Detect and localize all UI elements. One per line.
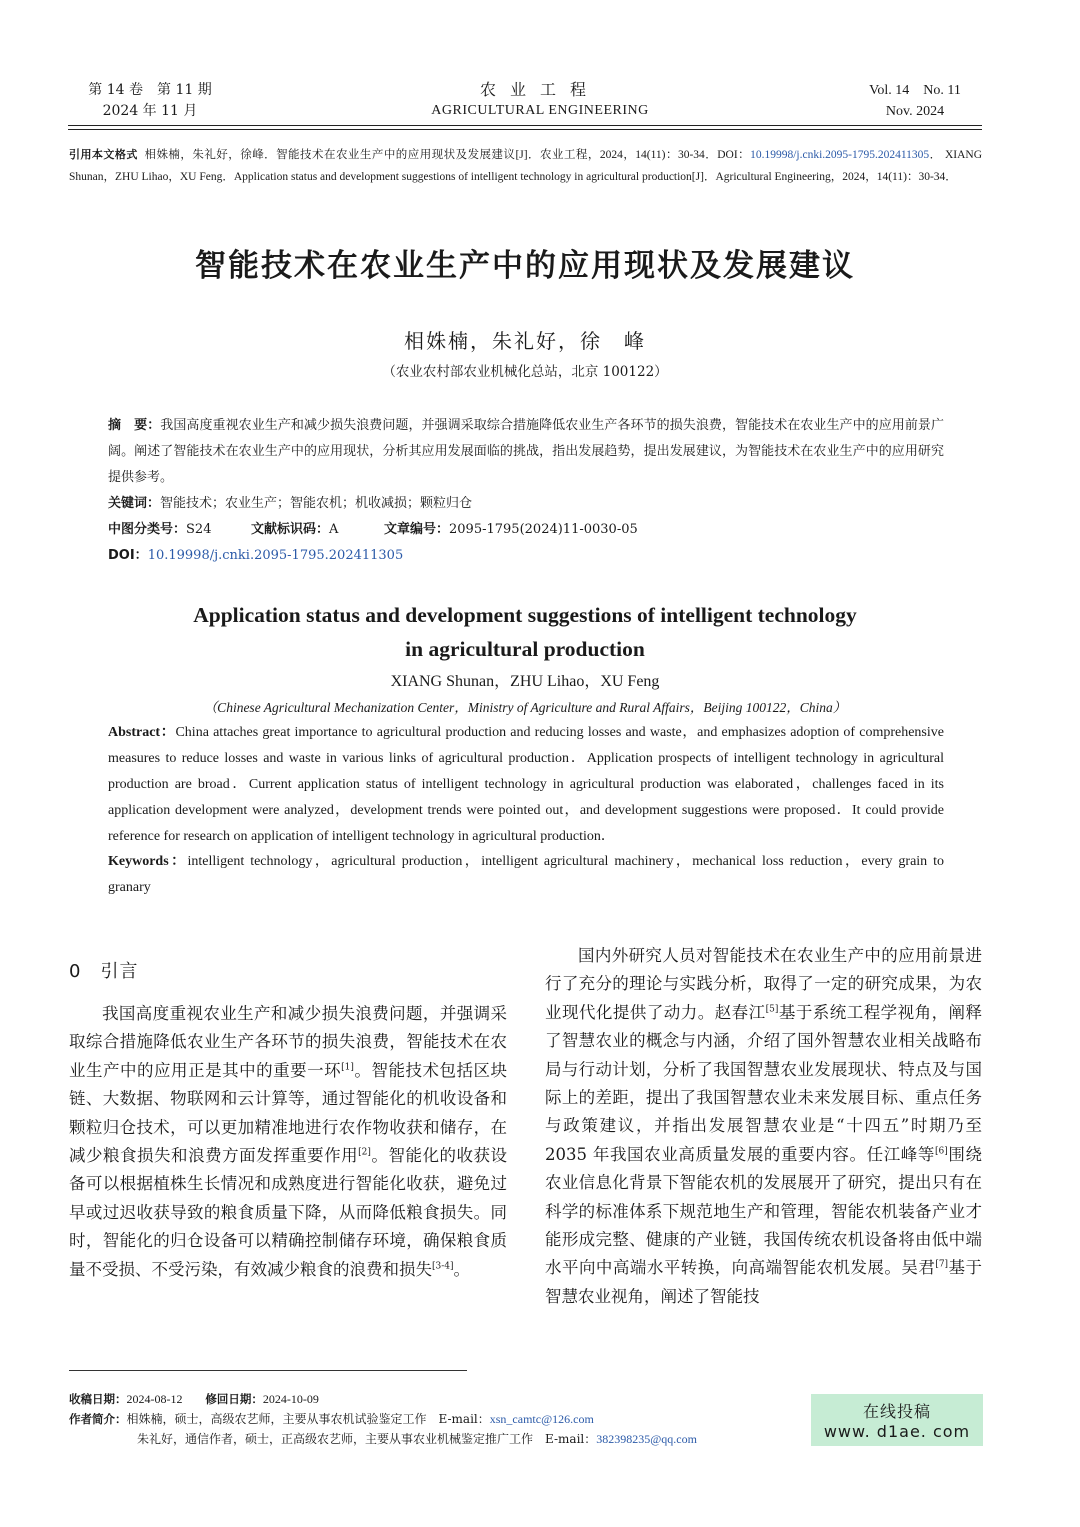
clc-value: S24: [186, 522, 212, 537]
header-volume-en: [840, 80, 990, 122]
date-cn: 2024 年 11 月: [102, 103, 198, 119]
keywords-en: [108, 849, 944, 901]
body-column-left: [69, 1000, 507, 1284]
abstract-en: [108, 720, 944, 850]
doi-line: [108, 543, 944, 569]
reference-marker[interactable]: [5]: [765, 1004, 779, 1015]
header-rule-thin: [68, 129, 982, 130]
footnote-rule: [69, 1370, 467, 1371]
body-left-text-1: 我国高度重视农业生产和减少损失浪费问题，并强调采取综合措施降低农业生产各环节的损失浪费，智能技术在农业生产中的应用正是其中的重要一环: [69, 1004, 507, 1080]
paper-title-en: [100, 598, 950, 666]
reference-marker[interactable]: [2]: [358, 1147, 371, 1158]
received-date: 2024-08-12: [126, 1392, 183, 1406]
journal-name-cn: 农业工程: [479, 80, 600, 99]
body-left-text-2: 。智能技术包括区块链、大数据、物联网和云计算等，通过智能化的机收设备和颗粒归仓技术，可以更加精准地进行农作物收获和储存，在减少粮食损失和浪费方面发挥重要作用: [69, 1060, 508, 1166]
author2-info: 朱礼好，通信作者，硕士，正高级农艺师，主要从事农业机械鉴定推广工作 E-mail：: [137, 1432, 597, 1446]
abstract-cn: [108, 413, 944, 491]
revised-date: 2024-10-09: [262, 1392, 319, 1406]
body-paragraph: [69, 1000, 507, 1284]
body-right-text-3: 围绕农业信息化背景下智能农机的发展展开了研究，提出只有在科学的标准体系下规范地生产和管理，智能农机装备产业才能形成完整、健康的产业链，我国传统农机设备将由低中端水平向中高端水平转换，向高端智能农机发展。吴君: [545, 1144, 982, 1278]
body-right-text-1: 国内外研究人员对智能技术在农业生产中的应用前景进行了充分的理论与实践分析，取得了一定的研究成果，为农业现代化提供了动力。赵春江: [545, 946, 982, 1022]
author2-email[interactable]: 382398235@qq.com: [596, 1432, 697, 1446]
paper-title-en-line2: in agricultural production: [405, 637, 645, 661]
body-paragraph: [545, 942, 982, 1311]
doi-label: DOI：: [108, 548, 148, 563]
reference-marker[interactable]: [7]: [935, 1259, 949, 1270]
reference-marker[interactable]: [3-4]: [432, 1261, 454, 1272]
body-right-text-2: 基于系统工程学视角，阐释了智慧农业的概念与内涵，介绍了国外智慧农业相关战略布局与行动计划，分析了我国智慧农业发展现状、特点及与国际上的差距，提出了我国智慧农业未来发展目标、重点任务与政策建议，并指出发展智慧农业是“十四五”时期乃至 2035 年我国农业高质量发展的重要内容。任江峰等: [545, 1002, 983, 1164]
volume-issue-cn: 第 14 卷 第 11 期: [88, 82, 212, 98]
paper-title-en-line1: Application status and development suggestions of intelligent technology: [193, 603, 857, 627]
abstract-cn-text: 我国高度重视农业生产和减少损失浪费问题，并强调采取综合措施降低农业生产各环节的损失浪费，智能技术在农业生产中的应用前景广阔。阐述了智能技术在农业生产中的应用现状，分析其应用发展面临的挑战，指出发展趋势，提出发展建议，为智能技术在农业生产中的应用研究提供参考。: [108, 418, 944, 485]
header-rule-thick: [68, 125, 982, 126]
section-heading-introduction: 0 引言: [69, 961, 139, 982]
keywords-cn-text: 智能技术；农业生产；智能农机；机收减损；颗粒归仓: [160, 496, 473, 511]
received-label: 收稿日期：: [69, 1392, 127, 1406]
author1-email[interactable]: xsn_camtc@126.com: [489, 1412, 594, 1426]
doc-code-value: A: [329, 522, 339, 537]
volume-issue-en: Vol. 14 No. 11: [869, 83, 961, 98]
online-submission-box[interactable]: [811, 1394, 983, 1446]
revised-label: 修回日期：: [205, 1392, 263, 1406]
journal-name: [340, 79, 740, 121]
footnote-dates: [69, 1389, 809, 1409]
online-submission-url[interactable]: www. d1ae. com: [823, 1422, 971, 1441]
affiliation-cn: （农业农村部农业机械化总站，北京 100122）: [382, 364, 668, 380]
article-number-value: 2095-1795(2024)11-0030-05: [449, 522, 638, 537]
citation-label: 引用本文格式: [69, 148, 138, 161]
citation-doi-link[interactable]: 10.19998/j.cnki.2095-1795.202411305: [750, 149, 930, 161]
authors-en: XIANG Shunan，ZHU Lihao，XU Feng: [390, 673, 660, 690]
keywords-en-text: intelligent technology，agricultural production，intelligent agricultural machinery，mechanical loss reduction，every grain to granary: [108, 854, 944, 895]
abstract-cn-label: 摘 要：: [108, 418, 161, 433]
keywords-cn-label: 关键词：: [108, 496, 161, 511]
keywords-cn: [108, 491, 944, 517]
doi-link[interactable]: 10.19998/j.cnki.2095-1795.202411305: [147, 548, 404, 563]
reference-marker[interactable]: [1]: [341, 1062, 354, 1073]
author1-info: 相姝楠，硕士，高级农艺师，主要从事农机试验鉴定工作 E-mail：: [126, 1412, 490, 1426]
header-volume-cn: [70, 80, 230, 122]
footnote: [69, 1389, 809, 1449]
citation-block: [69, 144, 982, 188]
paper-title-cn: 智能技术在农业生产中的应用现状及发展建议: [195, 248, 855, 284]
abstract-en-text: China attaches great importance to agricultural production and reducing losses and waste，and emphasizes adoption of comprehensive measures to reduce losses and waste in various links of agricultural production．Application prospects of intelligent technology in agricultural production are broad．Current application status of intelligent technology in agricultural production was elaborated，challenges faced in its application development were analyzed，development trends were pointed out，and development suggestions were proposed．It could provide reference for research on application of intelligent technology in agricultural production．: [108, 725, 944, 844]
reference-marker[interactable]: [6]: [935, 1146, 948, 1157]
citation-text-cn: 相姝楠，朱礼好，徐峰．智能技术在农业生产中的应用现状及发展建议[J]．农业工程，2024，14(11)：30-34．DOI：: [144, 149, 751, 161]
clc-label: 中图分类号：: [108, 522, 187, 537]
authors-cn: 相姝楠，朱礼好，徐 峰: [404, 329, 646, 353]
abstract-en-label: Abstract：: [108, 725, 176, 740]
body-left-text-3: 。智能化的收获设备可以根据植株生长情况和成熟度进行智能化收获，避免过早或过迟收获导致的粮食质量下降，从而降低粮食损失。同时，智能化的归仓设备可以精确控制储存环境，确保粮食质量不受损、不受污染，有效减少粮食的浪费和损失: [69, 1146, 508, 1279]
citation-text-en: ． XIANG Shunan，ZHU Lihao，XU Feng．Application status and development suggestions of intelligent technology in agricultural production[J]．Agricultural Engineering，2024，14(11)：30-34．: [69, 149, 983, 183]
body-column-right: [545, 942, 982, 1311]
body-right-text-4: 基于智慧农业视角，阐述了智能技: [545, 1258, 983, 1306]
date-en: Nov. 2024: [885, 104, 945, 119]
footnote-author1: [69, 1409, 809, 1429]
online-submission-label: 在线投稿: [862, 1402, 931, 1421]
article-number-label: 文章编号：: [384, 522, 450, 537]
keywords-en-label: Keywords：: [108, 854, 188, 869]
classification-line: [108, 517, 944, 543]
affiliation-en: （Chinese Agricultural Mechanization Center，Ministry of Agriculture and Rural Affairs，Beijing 100122，China）: [203, 700, 847, 715]
body-left-text-4: 。: [453, 1259, 471, 1279]
footnote-author2: [69, 1429, 809, 1449]
doc-code-label: 文献标识码：: [251, 522, 330, 537]
author-info-label: 作者简介：: [69, 1412, 127, 1426]
journal-name-en: AGRICULTURAL ENGINEERING: [431, 103, 649, 118]
